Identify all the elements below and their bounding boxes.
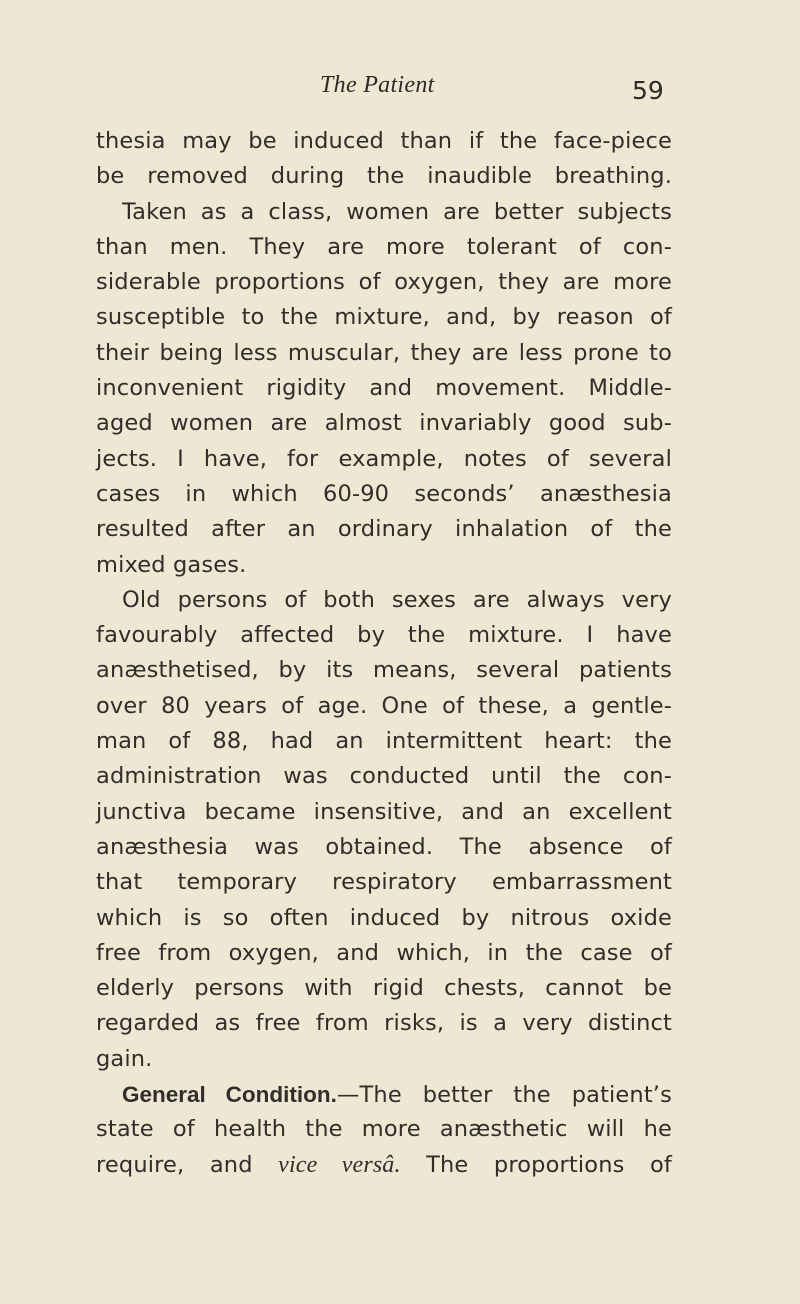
body-text <box>96 124 672 1183</box>
text-line: jects. I have, for example, notes of several <box>96 445 672 472</box>
text-line: be removed during the inaudible breathing. <box>96 163 672 190</box>
text-run: require, and <box>96 1151 279 1178</box>
text-line: man of 88, had an intermittent heart: the <box>96 728 672 755</box>
text-line: siderable proportions of oxygen, they are more <box>96 269 672 296</box>
text-run: The proportions of <box>400 1151 672 1178</box>
text-line: cases in which 60-90 seconds’ anæsthesia <box>96 480 672 507</box>
text-line: susceptible to the mixture, and, by reason of <box>96 304 672 331</box>
text-line: anæsthesia was obtained. The absence of <box>96 833 672 860</box>
text-line: anæsthetised, by its means, several patients <box>96 657 672 684</box>
section-start-line <box>96 1077 672 1112</box>
text-line: administration was conducted until the con- <box>96 763 672 790</box>
text-line: that temporary respiratory embarrassment <box>96 869 672 896</box>
text-line <box>96 1148 672 1183</box>
text-line: regarded as free from risks, is a very distinct <box>96 1010 672 1037</box>
text-line: favourably affected by the mixture. I have <box>96 622 672 649</box>
text-line: resulted after an ordinary inhalation of the <box>96 516 672 543</box>
running-head <box>0 62 800 105</box>
page-number: 59 <box>632 76 664 105</box>
paragraph-start-line: Taken as a class, women are better subjects <box>122 198 672 225</box>
italic-phrase: vice versâ. <box>278 1151 401 1178</box>
running-title: The Patient <box>320 72 435 98</box>
text-line: which is so often induced by nitrous oxide <box>96 904 672 931</box>
text-line: thesia may be induced than if the face-piece <box>96 128 672 154</box>
paragraph-end-line: mixed gases. <box>96 551 247 578</box>
text-line: inconvenient rigidity and movement. Middle- <box>96 375 672 402</box>
text-line: elderly persons with rigid chests, cannot be <box>96 975 672 1002</box>
text-line: state of health the more anæsthetic will he <box>96 1116 672 1143</box>
text-line: free from oxygen, and which, in the case of <box>96 939 672 966</box>
section-text: —The better the patient’s <box>336 1082 672 1109</box>
text-line: junctiva became insensitive, and an excellent <box>96 798 672 825</box>
text-line: their being less muscular, they are less prone to <box>96 339 672 366</box>
text-line: than men. They are more tolerant of con- <box>96 233 672 260</box>
text-line: over 80 years of age. One of these, a gentle- <box>96 692 672 719</box>
paragraph-end-line: gain. <box>96 1045 153 1072</box>
section-heading: General Condition. <box>122 1082 337 1108</box>
text-line: aged women are almost invariably good sub- <box>96 410 672 437</box>
paragraph-start-line: Old persons of both sexes are always very <box>122 586 672 613</box>
